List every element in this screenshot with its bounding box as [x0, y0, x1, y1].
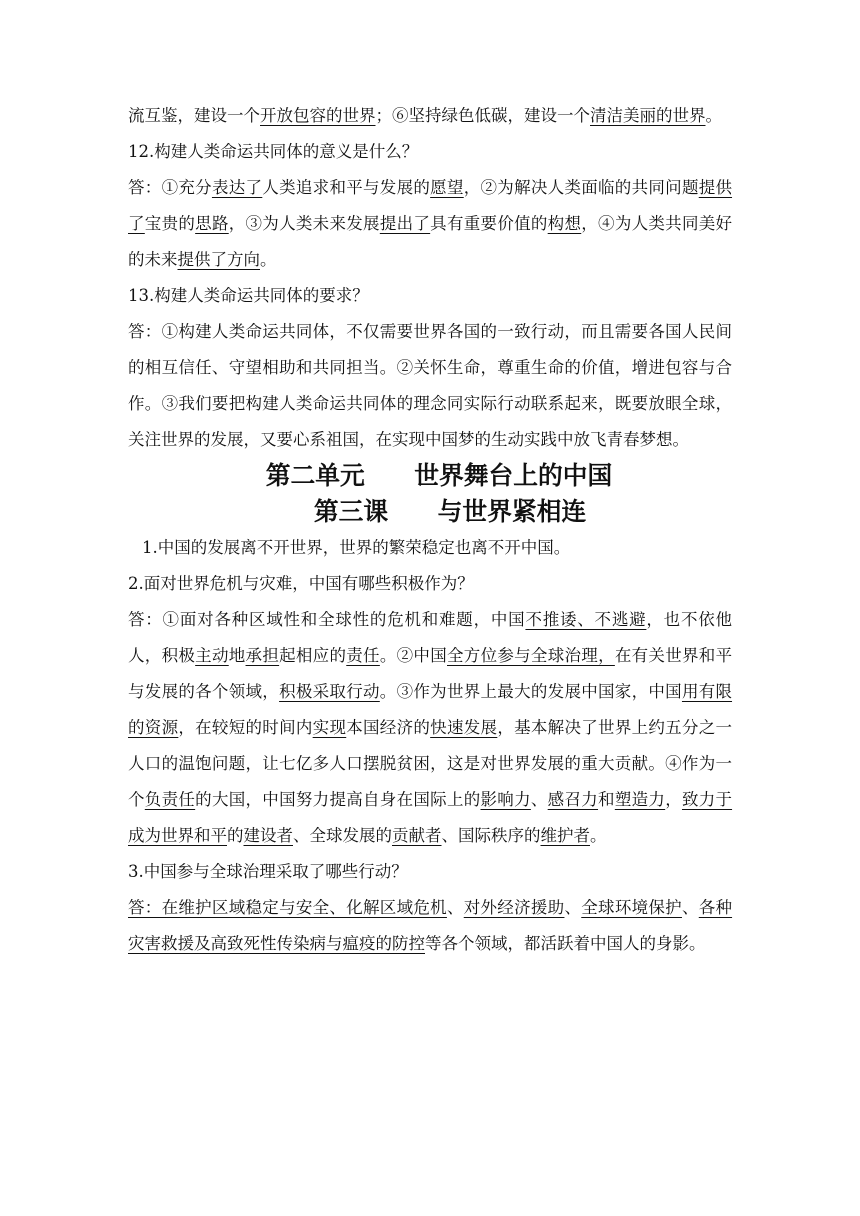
unit-heading [128, 458, 732, 494]
text-run: 第二单元 世界舞台上的中国 [265, 461, 613, 490]
text-run: ，基本解决了世界上约五分之一人口的温饱问题，让七亿多人口摆脱贫困，这是对世界发展的重大贡献。④作为一个 [128, 718, 733, 809]
text-run: 和 [598, 790, 615, 809]
underlined-key-phrase: 提出了 [379, 214, 431, 233]
underlined-key-phrase: 贡献者 [392, 826, 442, 845]
underlined-key-phrase: 对外经济援助 [463, 898, 565, 917]
text-run: ， [665, 790, 682, 809]
text-run: ，也不依他人，积极 [128, 610, 733, 665]
text-run: 2.面对世界危机与灾难，中国有哪些积极作为？ [128, 574, 474, 593]
underlined-key-phrase: 表达了 [211, 178, 263, 197]
underlined-key-phrase: 提供了 [128, 178, 733, 233]
text-run: 答：①构建人类命运共同体，不仅需要世界各国的一致行动，而且需要各国人民间的相互信任、守望相助和共同担当。②关怀生命，尊重生命的价值，增进包容与合作。③我们要把构建人类命运共同体的理念同实际行动联系起来，既要放眼全球，关注世界的发展，又要心系祖国，在实现中国梦的生动实践中放飞青春梦想。 [128, 322, 732, 449]
underlined-key-phrase: 用有限的资源 [128, 682, 733, 737]
text-run: 、 [681, 898, 699, 917]
text-run: 具有重要价值的 [430, 214, 548, 233]
text-run: 。 [260, 250, 277, 269]
text-run: 地 [228, 646, 246, 665]
l3-q3-question [128, 854, 732, 890]
text-run: 1.中国的发展离不开世界，世界的繁荣稳定也离不开中国。 [142, 538, 571, 557]
q13-question [128, 278, 732, 314]
text-run: 起相应的 [279, 646, 347, 665]
text-run: 。 [590, 826, 607, 845]
underlined-key-phrase: 全球环境保护 [581, 898, 682, 917]
text-run: ；⑥坚持绿色低碳，建设一个 [375, 106, 590, 125]
underlined-key-phrase: 不推诿、不逃避 [525, 610, 647, 629]
underlined-key-phrase: 承担 [245, 646, 280, 665]
underlined-key-phrase: 主动 [195, 646, 229, 665]
underlined-key-phrase: 负责任 [144, 790, 196, 809]
q11-answer-continued [128, 98, 732, 134]
underlined-key-phrase: 塑造力 [614, 790, 666, 809]
q12-question [128, 134, 732, 170]
text-run: 。③作为世界上最大的发展中国家，中国 [379, 682, 682, 701]
underlined-key-phrase: 思路 [195, 214, 229, 233]
text-run: 的大国，中国努力提高自身在国际上的 [195, 790, 481, 809]
text-run: 人类追求和平与发展的 [262, 178, 431, 197]
underlined-key-phrase: 积极采取行动 [279, 682, 380, 701]
underlined-key-phrase: 建设者 [243, 826, 293, 845]
text-run: 、 [564, 898, 582, 917]
text-run: 第三课 与世界紧相连 [313, 497, 587, 526]
underlined-key-phrase: 开放包容的世界 [260, 106, 376, 125]
text-run: ，③为人类未来发展 [228, 214, 380, 233]
text-run: 在有关世界和平与发展的各个领域， [128, 646, 733, 701]
underlined-key-phrase: 责任 [346, 646, 380, 665]
text-run: 本国经济的 [346, 718, 431, 737]
text-run: 3.中国参与全球治理采取了哪些行动？ [128, 862, 408, 881]
text-run: 等各个领域，都活跃着中国人的身影。 [425, 934, 706, 953]
text-run: 、国际秩序的 [441, 826, 541, 845]
underlined-key-phrase: 提供了方向 [177, 250, 260, 269]
underlined-key-phrase: 答：在维护区域稳定与安全、化解区域危机 [128, 898, 447, 917]
text-run: ，②为解决人类面临的共同问题 [463, 178, 699, 197]
text-run: 。 [705, 106, 722, 125]
text-run: 、 [530, 790, 548, 809]
text-run: 、 [446, 898, 464, 917]
underlined-key-phrase: 构想 [547, 214, 582, 233]
l3-point-1 [128, 530, 732, 566]
text-run: 、全球发展的 [293, 826, 392, 845]
l3-q3-answer [128, 890, 732, 962]
underlined-key-phrase: 致力于成为世界和平 [128, 790, 733, 845]
q13-answer [128, 314, 732, 458]
l3-q2-answer [128, 602, 732, 854]
text-run: ，④为人类共同美好的未来 [128, 214, 733, 269]
text-run: 答：①充分 [128, 178, 212, 197]
q12-answer [128, 170, 732, 278]
text-run: 流互鉴，建设一个 [128, 106, 260, 125]
text-run: 的 [227, 826, 244, 845]
underlined-key-phrase: 实现 [312, 718, 347, 737]
text-run: 答：①面对各种区域性和全球性的危机和难题，中国 [128, 610, 526, 629]
text-run: 。②中国 [379, 646, 447, 665]
lesson-heading [128, 494, 732, 530]
underlined-key-phrase: 快速发展 [430, 718, 498, 737]
underlined-key-phrase: 各种灾害救援及高致死性传染病与瘟疫的防控 [128, 898, 733, 953]
text-run: 13.构建人类命运共同体的要求？ [128, 286, 369, 305]
underlined-key-phrase: 影响力 [480, 790, 531, 809]
text-run: 宝贵的 [144, 214, 196, 233]
l3-q2-question [128, 566, 732, 602]
underlined-key-phrase: 清洁美丽的世界 [590, 106, 706, 125]
underlined-key-phrase: 维护者 [540, 826, 590, 845]
underlined-key-phrase: 全方位参与全球治理， [447, 646, 615, 665]
underlined-key-phrase: 感召力 [547, 790, 599, 809]
underlined-key-phrase: 愿望 [430, 178, 464, 197]
text-run: 12.构建人类命运共同体的意义是什么？ [128, 142, 419, 161]
text-run: ，在较短的时间内 [178, 718, 313, 737]
